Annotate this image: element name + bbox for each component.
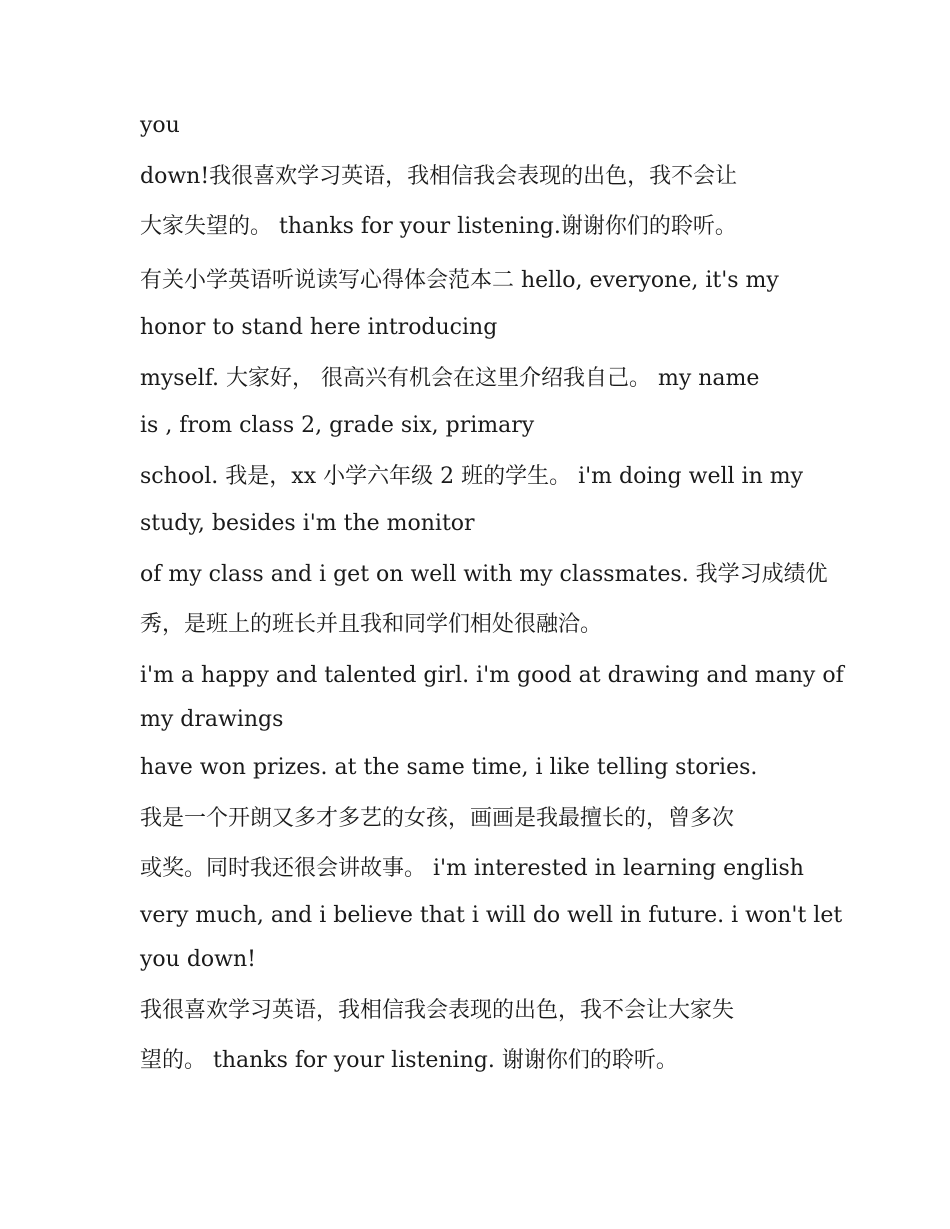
paragraph	[140, 354, 820, 448]
text-line: you	[140, 113, 180, 138]
paragraph	[140, 104, 820, 148]
text-line: myself. 大家好， 很高兴有机会在这里介绍我自己。 my name	[140, 366, 760, 391]
paragraph	[140, 256, 820, 350]
text-line: i'm a happy and talented girl. i'm good at drawing and many of	[140, 663, 844, 688]
text-line: is , from class 2, grade six, primary	[140, 413, 535, 438]
paragraph	[140, 654, 844, 742]
text-line: school. 我是，xx 小学六年级 2 班的学生。 i'm doing well in my	[140, 464, 804, 489]
text-line: study, besides i'm the monitor	[140, 511, 475, 536]
paragraph	[140, 550, 828, 650]
paragraph	[140, 746, 820, 790]
paragraph	[140, 152, 820, 252]
text-line: down!我很喜欢学习英语，我相信我会表现的出色，我不会让	[140, 164, 738, 189]
text-line: 大家失望的。 thanks for your listening.谢谢你们的聆听。	[140, 214, 737, 239]
text-line: have won prizes. at the same time, i like telling stories.	[140, 755, 758, 780]
text-line: you down!	[140, 947, 257, 972]
text-line: 我是一个开朗又多才多艺的女孩，画画是我最擅长的，曾多次	[140, 806, 735, 831]
text-line: my drawings	[140, 707, 284, 732]
text-line: of my class and i get on well with my classmates. 我学习成绩优	[140, 562, 828, 587]
text-line: 或奖。同时我还很会讲故事。 i'm interested in learning english	[140, 856, 804, 881]
text-line: honor to stand here introducing	[140, 315, 498, 340]
text-line: 望的。 thanks for your listening. 谢谢你们的聆听。	[140, 1048, 678, 1073]
text-line: very much, and i believe that i will do well in future. i won't let	[140, 903, 843, 928]
paragraph	[140, 452, 820, 546]
paragraph	[140, 794, 843, 982]
text-line: 我很喜欢学习英语，我相信我会表现的出色，我不会让大家失	[140, 998, 735, 1023]
document-body	[140, 104, 844, 1090]
text-line: 秀，是班上的班长并且我和同学们相处很融洽。	[140, 612, 603, 637]
paragraph	[140, 986, 820, 1086]
text-line: 有关小学英语听说读写心得体会范本二 hello, everyone, it's my	[140, 268, 779, 293]
